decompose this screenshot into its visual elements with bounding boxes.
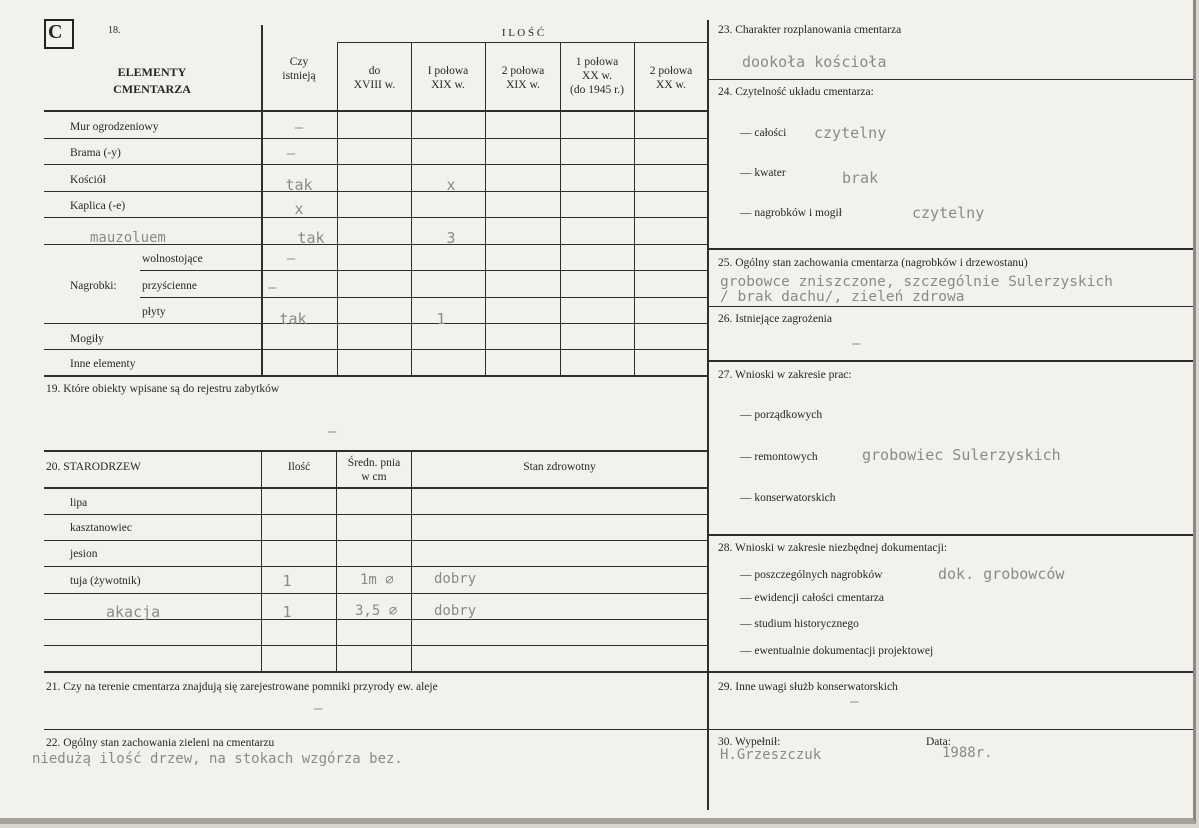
- center-divider: [707, 20, 709, 810]
- sec30-date-label: Data:: [926, 736, 951, 748]
- sec28-item-ewidencji: — ewidencji całości cmentarza: [740, 592, 884, 604]
- sec26-value: –: [852, 336, 861, 352]
- value-kosciol-exists: tak: [285, 176, 313, 194]
- sec18-title-line1: ELEMENTY: [117, 65, 187, 79]
- sec24-value-calosci: czytelny: [814, 124, 887, 142]
- sec25-value-line2: / brak dachu/, zieleń zdrowa: [720, 289, 965, 305]
- sec28-label: 28. Wnioski w zakresie niezbędnej dokumentacji:: [718, 542, 948, 554]
- sec20-col-srednica-1: Średn. pnia: [347, 457, 401, 469]
- col-header-i-xix: I połowa: [427, 65, 469, 77]
- sec25-value-line1: grobowce zniszczone, szczególnie Sulerzyskich: [720, 274, 1113, 290]
- sec20-label: 20. STARODRZEW: [46, 461, 141, 473]
- row-label-wolnostojace: wolnostojące: [142, 253, 203, 265]
- tree-row-akacja: akacja: [106, 603, 161, 621]
- sec27-item-porzadkowych: — porządkowych: [740, 409, 823, 421]
- tree-row-kasztanowiec: kasztanowiec: [70, 522, 132, 534]
- sec18-number: 18.: [108, 25, 121, 36]
- sec24-value-kwater: brak: [842, 169, 879, 187]
- tuja-count: 1: [282, 572, 292, 590]
- sec22-value: niedużą ilość drzew, na stokach wzgórza bez.: [32, 751, 403, 767]
- col-header-istnieja: istnieją: [282, 70, 316, 82]
- sec28-value-nagrobkow: dok. grobowców: [938, 565, 1065, 583]
- col-header-czy: Czy: [289, 56, 309, 68]
- sec27-item-remontowych: — remontowych: [740, 451, 818, 463]
- ilosc-header: I L O Ś Ć: [501, 27, 545, 39]
- tuja-diameter: 1m ⌀: [360, 572, 394, 588]
- sec30-filled-by: H.Grzeszczuk: [720, 747, 822, 763]
- value-wolnostojace-exists: –: [286, 251, 296, 267]
- col-header-ii-xx-2: XX w.: [656, 79, 686, 91]
- sec24-item-nagrobkow: — nagrobków i mogił: [740, 207, 842, 219]
- sec20-col-ilosc: Ilość: [287, 461, 311, 473]
- value-mauzoleum-exists: tak: [297, 229, 325, 247]
- tree-row-tuja: tuja (żywotnik): [70, 575, 141, 587]
- col-header-ii-xx: 2 połowa: [649, 65, 693, 77]
- sec30-date: 1988r.: [942, 745, 993, 761]
- sec22-label: 22. Ogólny stan zachowania zieleni na cmentarzu: [46, 737, 275, 749]
- sec20-col-srednica-2: w cm: [361, 471, 387, 483]
- col-header-i-xx-3: (do 1945 r.): [570, 84, 624, 96]
- value-plyty-exists: tak: [279, 310, 307, 328]
- sec30-label: 30. Wypełnił:: [718, 736, 781, 748]
- sec21-label: 21. Czy na terenie cmentarza znajdują się zarejestrowane pomniki przyrody ew. aleje: [46, 681, 438, 693]
- sec18-title-line2: CMENTARZA: [113, 82, 191, 96]
- sec24-value-nagrobkow: czytelny: [912, 204, 985, 222]
- sec28-item-studium: — studium historycznego: [740, 618, 859, 630]
- sec21-value: –: [314, 701, 323, 717]
- tuja-condition: dobry: [434, 571, 477, 587]
- akacja-condition: dobry: [434, 603, 477, 619]
- sec28-item-projektowej: — ewentualnie dokumentacji projektowej: [740, 645, 934, 657]
- akacja-count: 1: [282, 603, 292, 621]
- row-label-mur: Mur ogrodzeniowy: [70, 121, 159, 133]
- row-label-kaplica: Kaplica (-e): [70, 200, 126, 212]
- tree-row-lipa: lipa: [70, 497, 88, 509]
- col-header-xviii-2: XVIII w.: [353, 79, 396, 91]
- tree-row-jesion: jesion: [70, 548, 98, 560]
- akacja-diameter: 3,5 ⌀: [355, 603, 398, 619]
- row-label-mauzoleum: mauzoluem: [90, 230, 166, 246]
- sec26-label: 26. Istniejące zagrożenia: [718, 313, 832, 325]
- value-kosciol-i-xix: x: [446, 176, 456, 194]
- col-header-i-xx-2: XX w.: [582, 70, 612, 82]
- sec23-value: dookoła kościoła: [742, 53, 887, 71]
- sec27-item-konserwatorskich: — konserwatorskich: [740, 492, 836, 504]
- row-label-mogily: Mogiły: [70, 333, 104, 345]
- sec23-label: 23. Charakter rozplanowania cmentarza: [718, 24, 902, 36]
- value-brama-exists: –: [286, 146, 296, 162]
- value-mur-exists: –: [294, 120, 304, 136]
- row-label-kosciol: Kościół: [70, 174, 106, 186]
- sec27-value-remontowych: grobowiec Sulerzyskich: [862, 446, 1061, 464]
- sec19-label: 19. Które obiekty wpisane są do rejestru zabytków: [46, 383, 280, 395]
- value-plyty-i-xix: 1: [436, 310, 446, 328]
- row-label-inne: Inne elementy: [70, 358, 136, 370]
- sec25-label: 25. Ogólny stan zachowania cmentarza (nagrobków i drzewostanu): [718, 257, 1028, 269]
- value-mauzoleum-i-xix: 3: [446, 229, 456, 247]
- sec24-item-kwater: — kwater: [740, 167, 786, 179]
- sec29-value: –: [850, 694, 859, 710]
- sec24-label: 24. Czytelność układu cmentarza:: [718, 86, 874, 98]
- col-header-ii-xix: 2 połowa: [501, 65, 545, 77]
- row-label-plyty: płyty: [142, 306, 166, 318]
- row-label-przyscienne: przyścienne: [142, 280, 197, 292]
- nagrobki-label: Nagrobki:: [70, 280, 117, 292]
- sec29-label: 29. Inne uwagi służb konserwatorskich: [718, 681, 898, 693]
- row-label-brama: Brama (-y): [70, 147, 121, 159]
- sec27-label: 27. Wnioski w zakresie prac:: [718, 369, 852, 381]
- sec28-item-nagrobkow: — poszczególnych nagrobków: [740, 569, 883, 581]
- sec19-value: –: [328, 424, 337, 440]
- col-header-i-xx: 1 połowa: [575, 56, 619, 68]
- corner-letter: C: [48, 21, 63, 43]
- col-header-i-xix-2: XIX w.: [431, 79, 465, 91]
- value-kaplica-exists: x: [294, 200, 304, 218]
- sec20-col-stan: Stan zdrowotny: [523, 461, 596, 473]
- col-header-xviii: do: [368, 65, 381, 77]
- value-przyscienne-exists: –: [268, 280, 277, 296]
- sec24-item-calosci: — całości: [740, 127, 787, 139]
- col-header-ii-xix-2: XIX w.: [506, 79, 540, 91]
